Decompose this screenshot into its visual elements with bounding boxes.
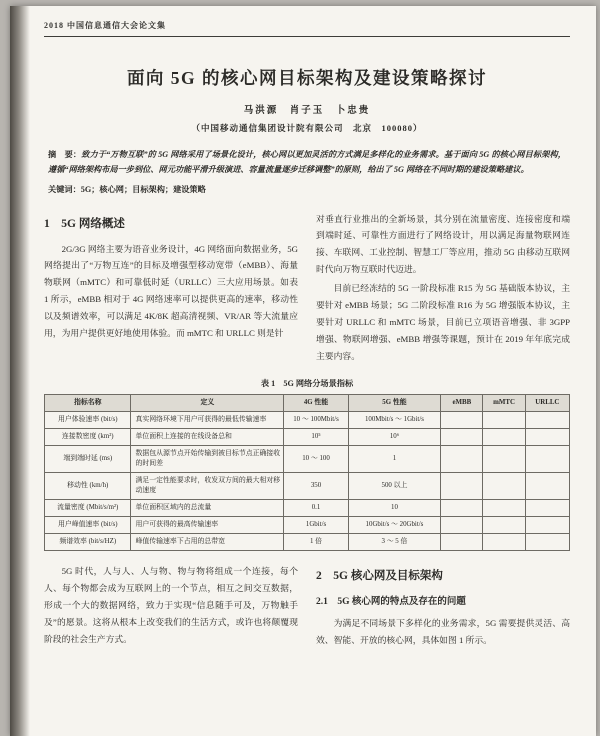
table-cell: 10 ～ 100Mbit/s [284, 412, 348, 429]
page-content [10, 6, 596, 651]
table1-header [45, 395, 570, 412]
lower-right-column [316, 563, 570, 651]
table-cell: 100Mbit/s ～ 1Gbit/s [348, 412, 441, 429]
table-cell: 10 [348, 500, 441, 517]
section1-closing-paragraph: 5G 时代，人与人、人与物、物与物将组成一个连接，每个人、每个物都会成为互联网上的一个节点，相互之间交互数据，形成一个大的数据网络，致力于实现“信息随手可及，万物触手及”的愿景。这将从根本上改变我们的生活方式，或许也将颠覆现阶段的社会生产方式。 [44, 566, 298, 644]
table-cell: 500 以上 [348, 473, 441, 500]
table-row [45, 500, 570, 517]
table-cell [525, 429, 569, 446]
upper-left-column [44, 211, 298, 367]
table-cell: 单位面积上连接的在线设备总和 [131, 429, 284, 446]
keywords-block [48, 184, 566, 195]
table-cell: 10⁵ [284, 429, 348, 446]
author-affiliation: （中国移动通信集团设计院有限公司 北京 100080） [191, 123, 423, 133]
table-cell [441, 473, 483, 500]
table-cell [525, 446, 569, 473]
lower-left-column [44, 563, 298, 651]
table-row [45, 517, 570, 534]
table-cell: 单位面积区域内的总流量 [131, 500, 284, 517]
paper-title: 面向 5G 的核心网目标架构及建设策略探讨 [126, 68, 488, 88]
author-names: 马洪源 肖子玉 卜忠贵 [243, 106, 371, 116]
table-cell: 真实网络环境下用户可获得的最低传输速率 [131, 412, 284, 429]
table-cell [525, 412, 569, 429]
section1-left-paragraph: 2G/3G 网络主要为语音业务设计，4G 网络面向数据业务，5G 网络提出了“万物互连”的目标及增强型移动宽带（eMBB）、海量物联网（mMTC）和可靠低时延（URLLC）三大应用场景。如表 1 所示，eMBB 相对于 4G 网络速率可以提供更高的速率，移动性以及频谱效率，可以满足 4K/8K 超高清视频、VR/AR 等大流量应用，为用户提供更好地使用体验。而 mMTC 和 URLLC 则是针 [44, 243, 298, 338]
table-cell [441, 412, 483, 429]
table-cell: 端到端时延 (ms) [45, 446, 131, 473]
abstract-label: 摘 要： [48, 150, 82, 159]
table-cell: 用户可获得的最高传输速率 [131, 517, 284, 534]
table-cell [525, 534, 569, 551]
section1-right-paragraph-1: 对垂直行业推出的全新场景，其分别在流量密度、连接密度和端到端时延、可靠性方面进行了网络设计，用以满足海量物联网连接、车联网、工业控制、智慧工厂等应用，推动 5G 由移动互联网时代向万物互联时代迈进。 [316, 213, 570, 275]
table-cell [441, 500, 483, 517]
table-body [45, 412, 570, 551]
section1-right-paragraph-2: 目前已经冻结的 5G 一阶段标准 R15 为 5G 基础版本协议，主要针对 eMBB 场景；5G 二阶段标准 R16 为 5G 增强版本协议，主要针对 URLLC 和 mMTC 场景，目前已立项语音增强、非 3GPP 增强、物联网增强、eMBB 增强等课题，预计在 2019 年年底完成主要内容。 [316, 283, 570, 361]
section2-paragraph: 为满足不同场景下多样化的业务需求，5G 需要提供灵活、高效、智能、开放的核心网，具体如图 1 所示。 [316, 618, 570, 646]
table-cell [483, 473, 525, 500]
table-header-cell: eMBB [441, 395, 483, 412]
table-header-cell: 指标名称 [45, 395, 131, 412]
table-cell: 10⁶ [348, 429, 441, 446]
table-cell [525, 500, 569, 517]
table-row [45, 412, 570, 429]
upper-right-column [316, 211, 570, 367]
table1-caption: 表 1 5G 网络分场景指标 [260, 379, 354, 389]
table-cell: 用户体验速率 (bit/s) [45, 412, 131, 429]
table-cell: 峰值传输速率下占用的总带宽 [131, 534, 284, 551]
table-header-cell: 4G 性能 [284, 395, 348, 412]
table-cell: 连接数密度 (km²) [45, 429, 131, 446]
table-row [45, 473, 570, 500]
table-cell: 满足一定性能要求时，收发双方间的最大相对移动速度 [131, 473, 284, 500]
section2-1-subheading: 2.1 5G 核心网的特点及存在的问题 [316, 597, 466, 608]
table1-5g-metrics [44, 394, 570, 551]
table-cell: 3 ～ 5 倍 [348, 534, 441, 551]
table-cell: 10 ～ 100 [284, 446, 348, 473]
table-cell [483, 446, 525, 473]
table-header-cell: 5G 性能 [348, 395, 441, 412]
table-cell: 数据包从源节点开始传输到被目标节点正确接收的时间差 [131, 446, 284, 473]
table-cell: 10Gbit/s ～ 20Gbit/s [348, 517, 441, 534]
lower-two-columns [44, 563, 570, 651]
abstract-block [48, 148, 566, 178]
table-cell [441, 446, 483, 473]
table-cell [483, 429, 525, 446]
table-cell: 流量密度 (Mbit/s/m²) [45, 500, 131, 517]
table-cell [525, 473, 569, 500]
abstract-text: 致力于“万物互联”的 5G 网络采用了场景化设计，核心网以更加灵活的方式满足多样化的业务需求。基于面向 5G 的核心网目标架构，遵循“网络架构布局一步到位、网元功能平滑升级演进、容量流量逐步迁移调整”的原则，给出了 5G 网络在不同时期的建设策略建议。 [48, 150, 566, 174]
table-cell: 350 [284, 473, 348, 500]
table-row [45, 429, 570, 446]
table-cell [525, 517, 569, 534]
table-header-cell: mMTC [483, 395, 525, 412]
table-cell [483, 500, 525, 517]
header-rule [44, 36, 570, 37]
keywords-text: 5G；核心网；目标架构；建设策略 [80, 184, 206, 194]
table-cell [483, 534, 525, 551]
table-cell [483, 517, 525, 534]
upper-two-columns [44, 211, 570, 367]
table-cell: 移动性 (km/h) [45, 473, 131, 500]
table-cell: 0.1 [284, 500, 348, 517]
table-row [45, 446, 570, 473]
table-cell [483, 412, 525, 429]
section2-heading: 2 5G 核心网及目标架构 [316, 570, 443, 583]
table-header-cell: 定义 [131, 395, 284, 412]
table-cell [441, 534, 483, 551]
scanned-paper-page [10, 6, 596, 736]
table-header-cell: URLLC [525, 395, 569, 412]
table-row [45, 534, 570, 551]
keywords-label: 关键词： [48, 184, 81, 194]
table-cell: 频谱效率 (bit/s/HZ) [45, 534, 131, 551]
table-cell [441, 429, 483, 446]
section1-heading: 1 5G 网络概述 [44, 217, 125, 230]
table-cell: 用户峰值速率 (bit/s) [45, 517, 131, 534]
table-cell: 1 [348, 446, 441, 473]
proceedings-header: 2018 中国信息通信大会论文集 [44, 21, 166, 30]
table-cell: 1 倍 [284, 534, 348, 551]
table-cell: 1Gbit/s [284, 517, 348, 534]
table-cell [441, 517, 483, 534]
table-header-row [45, 395, 570, 412]
